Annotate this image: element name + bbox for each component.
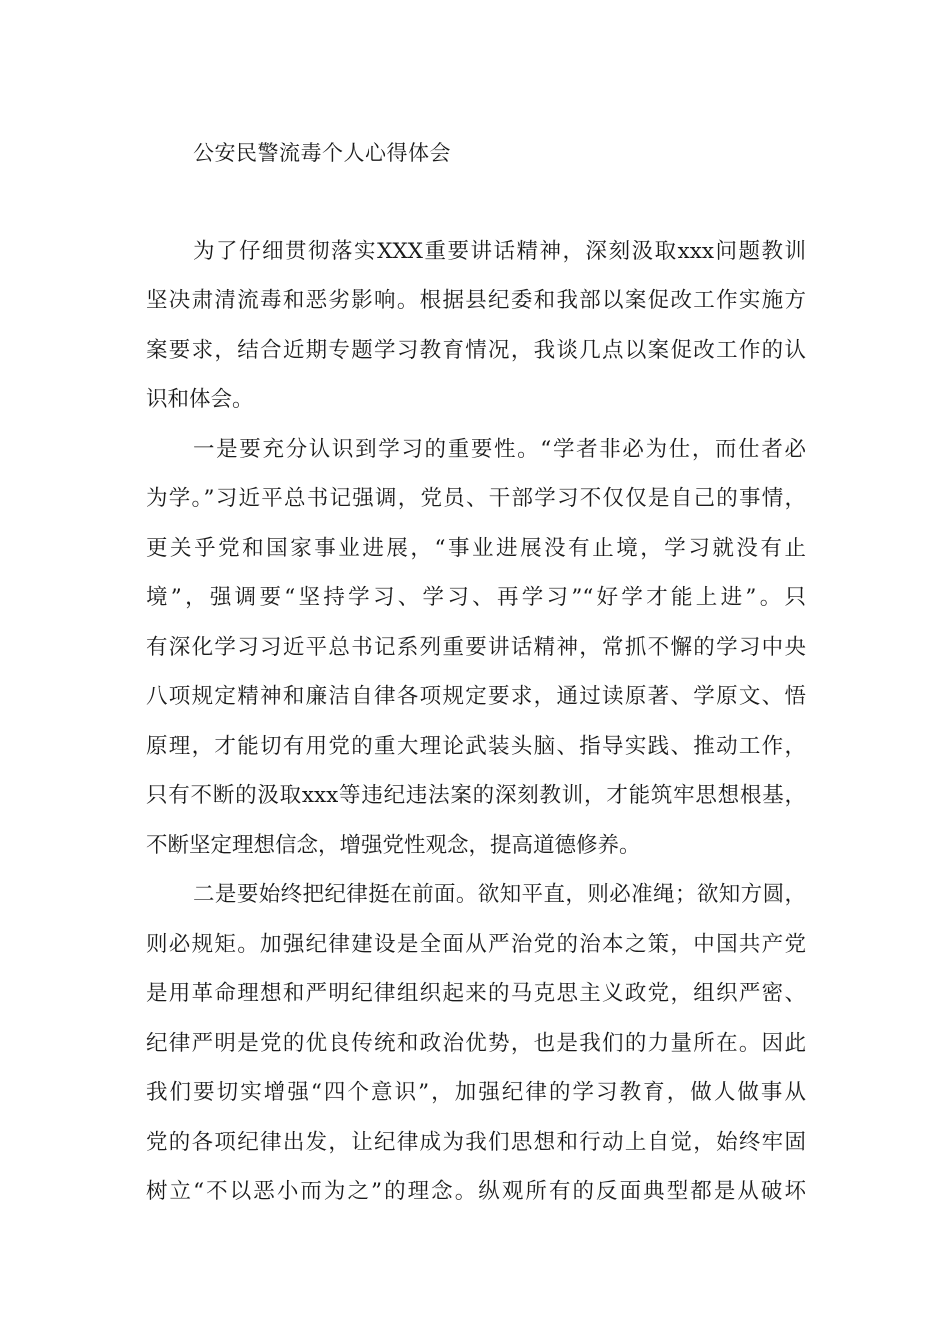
body-line: 我们要切实增强“四个意识”，加强纪律的学习教育，做人做事从 xyxy=(146,1080,806,1105)
body-line: 为了仔细贯彻落实XXX重要讲话精神，深刻汲取xxx问题教训 xyxy=(193,239,806,264)
body-line: 党的各项纪律出发，让纪律成为我们思想和行动上自觉，始终牢固 xyxy=(146,1130,806,1155)
body-line: 一是要充分认识到学习的重要性。“学者非必为仕，而仕者必 xyxy=(193,437,806,462)
body-line: 识和体会。 xyxy=(146,387,254,412)
body-line: 八项规定精神和廉洁自律各项规定要求，通过读原著、学原文、悟 xyxy=(146,684,806,709)
body-line: 原理，才能切有用党的重大理论武装头脑、指导实践、推动工作， xyxy=(146,734,806,759)
body-line: 树立“不以恶小而为之”的理念。纵观所有的反面典型都是从破坏 xyxy=(146,1179,806,1204)
body-line: 坚决肃清流毒和恶劣影响。根据县纪委和我部以案促改工作实施方 xyxy=(146,288,806,313)
body-line: 二是要始终把纪律挺在前面。欲知平直，则必准绳；欲知方圆， xyxy=(193,882,806,907)
body-line: 为学。”习近平总书记强调，党员、干部学习不仅仅是自己的事情， xyxy=(146,486,806,511)
body-line: 有深化学习习近平总书记系列重要讲话精神，常抓不懈的学习中央 xyxy=(146,635,806,660)
body-line: 境”，强调要“坚持学习、学习、再学习”“好学才能上进”。只 xyxy=(146,585,806,610)
body-line: 则必规矩。加强纪律建设是全面从严治党的治本之策，中国共产党 xyxy=(146,932,806,957)
body-line: 只有不断的汲取xxx等违纪违法案的深刻教训，才能筑牢思想根基， xyxy=(146,783,806,808)
document-title: 公安民警流毒个人心得体会 xyxy=(193,141,451,165)
body-line: 更关乎党和国家事业进展，“事业进展没有止境，学习就没有止 xyxy=(146,536,806,561)
body-line: 不断坚定理想信念，增强党性观念，提高道德修养。 xyxy=(146,833,641,858)
body-line: 是用革命理想和严明纪律组织起来的马克思主义政党，组织严密、 xyxy=(146,981,806,1006)
body-line: 案要求，结合近期专题学习教育情况，我谈几点以案促改工作的认 xyxy=(146,338,806,363)
body-line: 纪律严明是党的优良传统和政治优势，也是我们的力量所在。因此 xyxy=(146,1031,806,1056)
